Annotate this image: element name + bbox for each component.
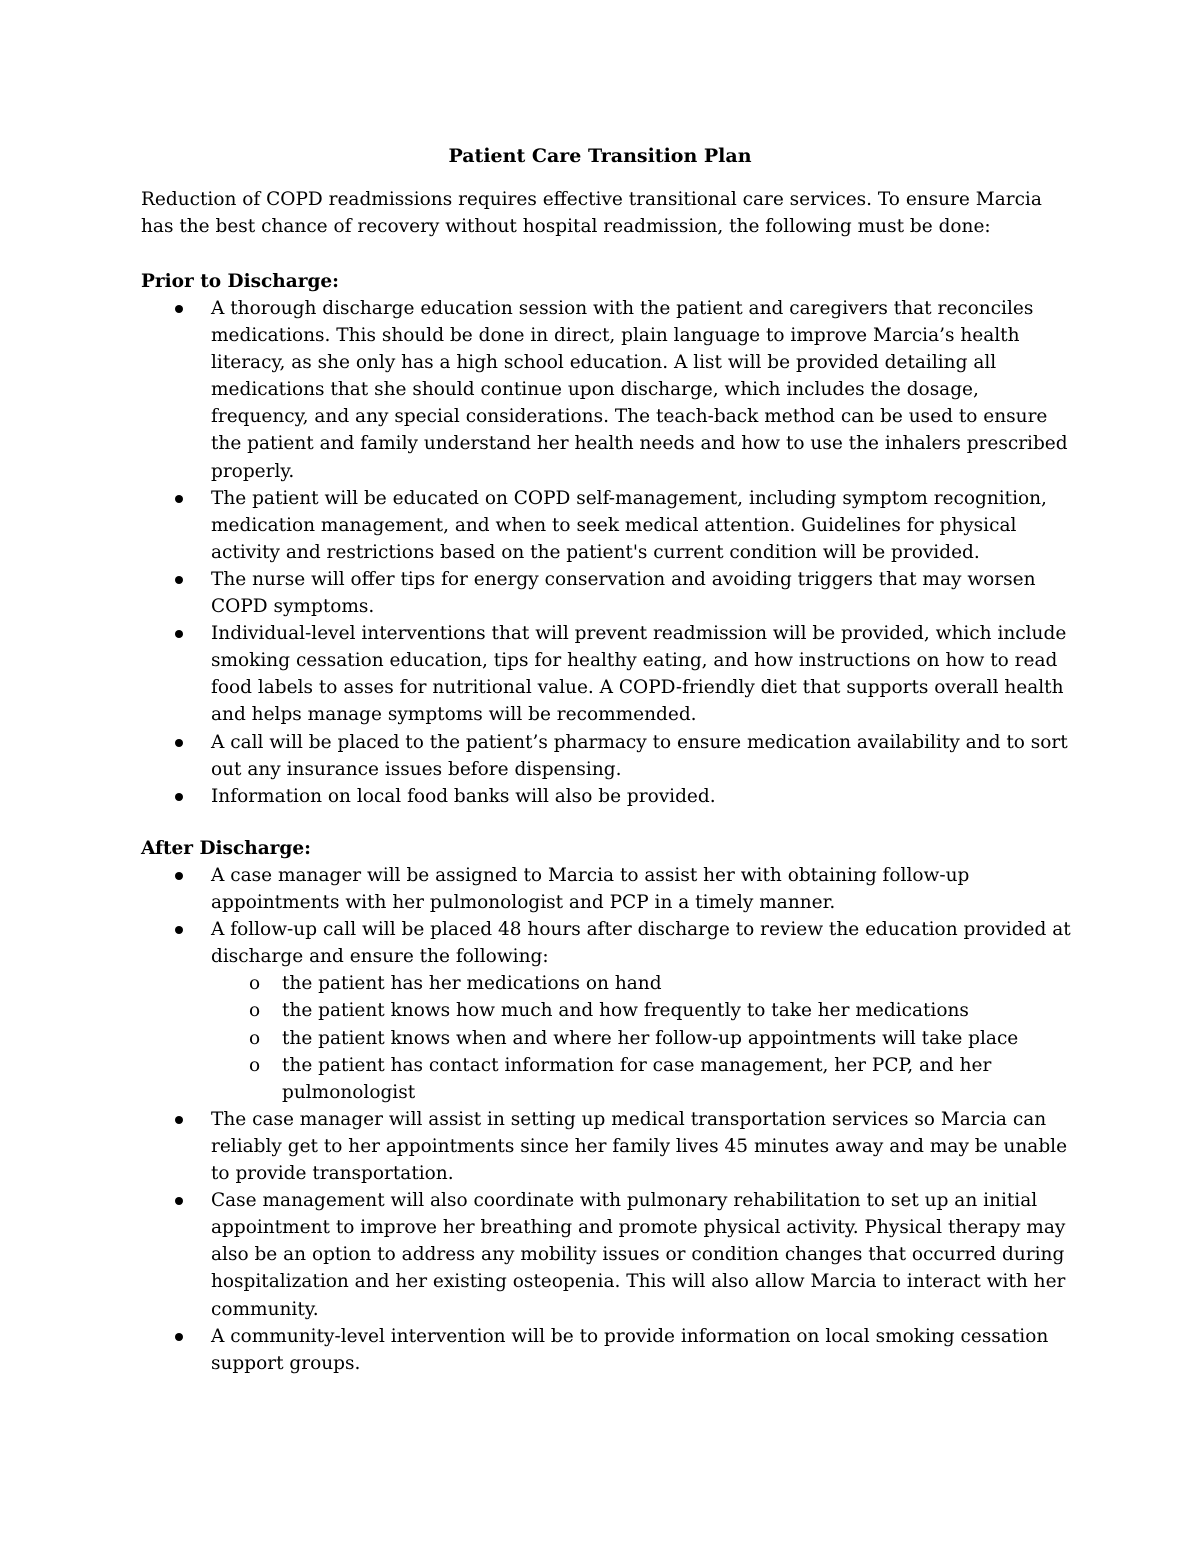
list-item (211, 1106, 1073, 1187)
list-item (211, 1187, 1073, 1322)
list-item-text: Individual-level interventions that will prevent readmission will be provided, which include smoking cessation education, tips for healthy eating, and how instructions on how to read food labels to asses for nutritional value. A COPD-friendly diet that supports overall health and helps manage symptoms will be recommended. (211, 623, 1067, 726)
sublist-item-text: the patient has contact information for case management, her PCP, and her pulmonologist (282, 1054, 992, 1103)
sublist-item (249, 997, 1073, 1024)
sublist-item (249, 1052, 1073, 1106)
prior-discharge-heading: Prior to Discharge: (141, 271, 340, 292)
sublist-item-text: the patient has her medications on hand (282, 973, 662, 995)
list-item-text: The patient will be educated on COPD self-management, including symptom recognition, medication management, and when to seek medical attention. Guidelines for physical activity and restrictions based on the patient's current condition will be provided. (211, 487, 1047, 563)
prior-discharge-list (211, 295, 1073, 810)
list-item-text: A community-level intervention will be to provide information on local smoking cessation support groups. (211, 1325, 1049, 1374)
list-item (211, 485, 1073, 566)
sublist-item-text: the patient knows when and where her follow-up appointments will take place (282, 1027, 1019, 1049)
bullet-icon (175, 1333, 183, 1341)
list-item-text: The nurse will offer tips for energy conservation and avoiding triggers that may worsen COPD symptoms. (211, 568, 1036, 618)
list-item (211, 620, 1073, 728)
list-item-text: A case manager will be assigned to Marcia to assist her with obtaining follow-up appointments with her pulmonologist and PCP in a timely manner. (211, 865, 970, 914)
intro-paragraph: Reduction of COPD readmissions requires effective transitional care services. To ensure Marcia has the best chance of recovery without hospital readmission, the following must be done: (141, 189, 1042, 237)
circle-bullet-icon: o (249, 973, 261, 995)
sublist-item (249, 970, 1073, 997)
bullet-icon (175, 739, 183, 747)
list-item (211, 783, 1073, 810)
bullet-icon (175, 630, 183, 638)
list-item-text: Information on local food banks will also be provided. (211, 785, 716, 807)
bullet-icon (175, 495, 183, 503)
sublist-item (249, 1025, 1073, 1052)
after-discharge-heading: After Discharge: (141, 838, 311, 859)
bullet-icon (175, 793, 183, 801)
list-item (211, 1323, 1073, 1377)
list-item (211, 729, 1073, 783)
list-item (211, 916, 1073, 1106)
list-item-text: A thorough discharge education session with the patient and caregivers that reconciles medications. This should be done in direct, plain language to improve Marcia’s health literacy, as she only has a high school education. A list will be provided detailing all medications that she should continue upon discharge, which includes the dosage, frequency, and any special considerations. The teach-back method can be used to ensure the patient and family understand her health needs and how to use the inhalers prescribed properly. (211, 298, 1068, 482)
list-item-text: Case management will also coordinate with pulmonary rehabilitation to set up an initial appointment to improve her breathing and promote physical activity. Physical therapy may also be an option to address any mobility issues or condition changes that occurred during hospitalization and her existing osteopenia. This will also allow Marcia to interact with her community. (211, 1190, 1066, 1320)
bullet-icon (175, 926, 183, 934)
bullet-icon (175, 872, 183, 880)
bullet-icon (175, 305, 183, 313)
bullet-icon (175, 1197, 183, 1205)
sublist-item-text: the patient knows how much and how frequently to take her medications (282, 1000, 969, 1022)
circle-bullet-icon: o (249, 1000, 261, 1022)
list-item-text: The case manager will assist in setting up medical transportation services so Marcia can reliably get to her appointments since her family lives 45 minutes away and may be unable to provide transportation. (211, 1108, 1068, 1185)
list-item (211, 566, 1073, 620)
circle-bullet-icon: o (249, 1054, 261, 1076)
follow-up-sublist (211, 970, 1073, 1105)
bullet-icon (175, 1116, 183, 1124)
circle-bullet-icon: o (249, 1027, 261, 1049)
bullet-icon (175, 576, 183, 584)
list-item-text: A call will be placed to the patient’s pharmacy to ensure medication availability and to sort out any insurance issues before dispensing. (211, 731, 1068, 780)
list-item-text: A follow-up call will be placed 48 hours after discharge to review the education provided at discharge and ensure the following: (211, 919, 1071, 968)
after-discharge-list (211, 862, 1073, 1377)
list-item (211, 295, 1073, 485)
list-item (211, 862, 1073, 916)
document-title: Patient Care Transition Plan (448, 145, 752, 167)
